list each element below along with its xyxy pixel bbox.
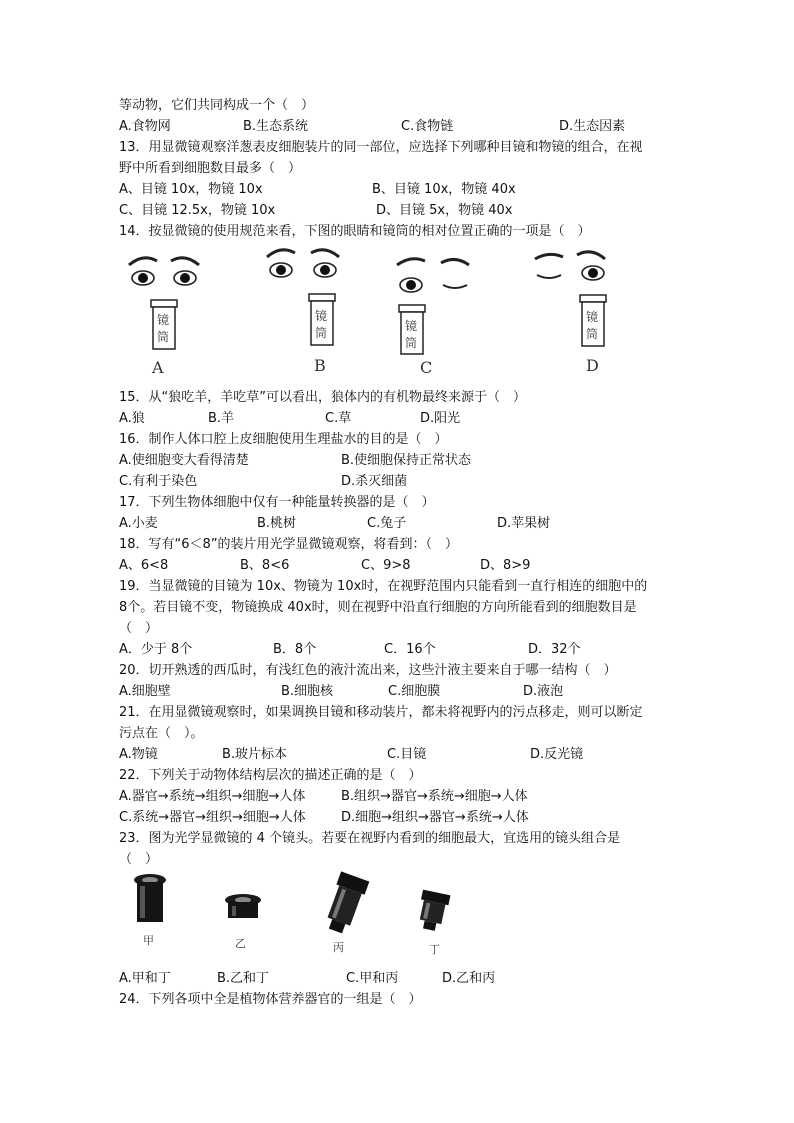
- q18-stem: 18．写有“6＜8”的装片用光学显微镜观察，将看到：（ ）: [119, 537, 459, 552]
- q20-option-a: A.细胞壁: [119, 684, 171, 699]
- q16-option-d: D.杀灭细菌: [341, 474, 408, 489]
- q15-option-d: D.阳光: [420, 411, 461, 426]
- q21-stem-line2: 污点在（ ）。: [119, 726, 204, 741]
- figure14-label-a: A: [152, 358, 164, 377]
- q18-option-b: B、8<6: [240, 558, 290, 573]
- q15-stem: 15．从“狼吃羊，羊吃草”可以看出，狼体内的有机物最终来源于（ ）: [119, 390, 527, 405]
- q19-option-a: A．少于 8个: [119, 642, 193, 657]
- lens-label-yi: 乙: [235, 937, 246, 950]
- q23-lens-figure: [120, 870, 480, 950]
- lens-label-jia: 甲: [143, 934, 154, 947]
- tube-b-char2: 筒: [315, 326, 328, 340]
- q20-stem: 20．切开熟透的西瓜时，有浅红色的液汁流出来，这些汁液主要来自于哪一结构（ ）: [119, 663, 617, 678]
- q14-figure: [115, 245, 625, 385]
- q12-option-a: A.食物网: [119, 119, 171, 134]
- q24-stem: 24．下列各项中全是植物体营养器官的一组是（ ）: [119, 992, 422, 1007]
- q20-option-d: D.液泡: [523, 684, 564, 699]
- q18-option-d: D、8>9: [480, 558, 531, 573]
- lens-label-bing: 丙: [333, 941, 344, 954]
- q15-option-b: B.羊: [208, 411, 235, 426]
- figure14-label-b: B: [314, 356, 326, 375]
- q18-option-a: A、6<8: [119, 558, 169, 573]
- q19-stem-line2: 8个。若目镜不变，物镜换成 40x时，则在视野中沿直行细胞的方向所能看到的细胞数目是: [119, 600, 637, 615]
- q21-option-b: B.玻片标本: [222, 747, 288, 762]
- lens-ding-icon: [415, 890, 450, 933]
- tube-a-char1: 镜: [157, 313, 170, 327]
- tube-c-char2: 筒: [405, 336, 418, 350]
- q20-option-c: C.细胞膜: [388, 684, 441, 699]
- q16-option-b: B.使细胞保持正常状态: [341, 453, 472, 468]
- q17-option-d: D.苹果树: [497, 516, 551, 531]
- q23-option-d: D.乙和丙: [442, 971, 496, 986]
- q15-option-a: A.狼: [119, 411, 145, 426]
- q13-stem-line1: 13．用显微镜观察洋葱表皮细胞装片的同一部位，应选择下列哪种目镜和物镜的组合，在视: [119, 140, 643, 155]
- q13-option-c: C、目镜 12.5x，物镜 10x: [119, 203, 276, 218]
- q13-option-b: B、目镜 10x，物镜 40x: [372, 182, 516, 197]
- q22-option-a: A.器官→系统→组织→细胞→人体: [119, 789, 306, 804]
- q19-option-b: B．8个: [273, 642, 317, 657]
- q21-stem-line1: 21．在用显微镜观察时，如果调换目镜和移动装片，都未将视野内的污点移走，则可以断定: [119, 705, 643, 720]
- eyes-figure-b: [267, 250, 339, 345]
- tube-a-char2: 筒: [157, 330, 170, 344]
- q17-option-c: C.兔子: [367, 516, 407, 531]
- lens-yi-icon: [225, 894, 261, 918]
- q23-stem-line2: （ ）: [119, 852, 159, 867]
- lens-jia-icon: [134, 874, 166, 922]
- q16-option-a: A.使细胞变大看得清楚: [119, 453, 249, 468]
- figure14-label-c: C: [420, 358, 433, 377]
- q15-option-c: C.草: [325, 411, 352, 426]
- q12-option-b: B.生态系统: [243, 119, 309, 134]
- q23-option-a: A.甲和丁: [119, 971, 171, 986]
- q23-option-c: C.甲和丙: [346, 971, 399, 986]
- q21-option-c: C.目镜: [387, 747, 427, 762]
- q23-option-b: B.乙和丁: [217, 971, 270, 986]
- q12-option-d: D.生态因素: [559, 119, 626, 134]
- q13-option-d: D、目镜 5x，物镜 40x: [376, 203, 513, 218]
- q14-stem: 14．按显微镜的使用规范来看，下图的眼睛和镜筒的相对位置正确的一项是（ ）: [119, 224, 591, 239]
- tube-d-char1: 镜: [586, 310, 599, 324]
- q19-option-c: C．16个: [384, 642, 436, 657]
- q12-option-c: C.食物链: [401, 119, 454, 134]
- q18-option-c: C、9>8: [361, 558, 411, 573]
- q16-option-c: C.有利于染色: [119, 474, 198, 489]
- q17-option-b: B.桃树: [257, 516, 297, 531]
- q19-stem-line3: （ ）: [119, 621, 159, 636]
- q17-option-a: A.小麦: [119, 516, 158, 531]
- tube-b-char1: 镜: [315, 309, 328, 323]
- lens-bing-icon: [321, 871, 369, 936]
- q16-stem: 16．制作人体口腔上皮细胞使用生理盐水的目的是（ ）: [119, 432, 448, 447]
- tube-d-char2: 筒: [586, 327, 599, 341]
- q19-stem-line1: 19．当显微镜的目镜为 10x、物镜为 10x时，在视野范围内只能看到一直行相连的细胞中的: [119, 579, 648, 594]
- q21-option-a: A.物镜: [119, 747, 158, 762]
- q22-option-b: B.组织→器官→系统→细胞→人体: [341, 789, 528, 804]
- q22-option-d: D.细胞→组织→器官→系统→人体: [341, 810, 529, 825]
- q20-option-b: B.细胞核: [281, 684, 334, 699]
- q21-option-d: D.反光镜: [530, 747, 584, 762]
- q23-stem-line1: 23．图为光学显微镜的 4 个镜头。若要在视野内看到的细胞最大，宜选用的镜头组合是: [119, 831, 621, 846]
- q22-option-c: C.系统→器官→组织→细胞→人体: [119, 810, 306, 825]
- q22-stem: 22．下列关于动物体结构层次的描述正确的是（ ）: [119, 768, 422, 783]
- q12-stem: 等动物，它们共同构成一个（ ）: [119, 98, 315, 113]
- figure14-label-d: D: [586, 356, 599, 375]
- q13-stem-line2: 野中所看到细胞数目最多（ ）: [119, 161, 302, 176]
- q19-option-d: D．32个: [528, 642, 581, 657]
- q17-stem: 17．下列生物体细胞中仅有一种能量转换器的是（ ）: [119, 495, 435, 510]
- tube-c-char1: 镜: [405, 319, 418, 333]
- q13-option-a: A、目镜 10x，物镜 10x: [119, 182, 263, 197]
- lens-label-ding: 丁: [429, 943, 440, 956]
